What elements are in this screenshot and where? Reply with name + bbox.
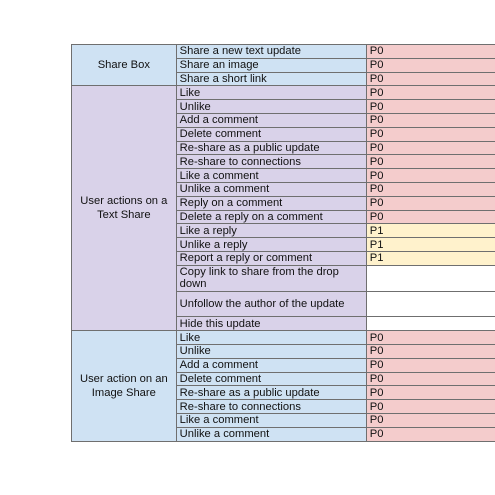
priority-cell: P0 — [366, 427, 495, 441]
action-cell: Unlike a comment — [176, 182, 366, 196]
priority-cell: P0 — [366, 372, 495, 386]
priority-cell: P0 — [366, 127, 495, 141]
action-cell: Like — [176, 86, 366, 100]
priority-cell: P1 — [366, 238, 495, 252]
table-row — [72, 45, 495, 59]
action-cell: Add a comment — [176, 113, 366, 127]
table-row — [72, 331, 495, 345]
priority-cell — [366, 317, 495, 331]
priority-cell — [366, 265, 495, 291]
action-cell: Hide this update — [176, 317, 366, 331]
action-cell: Delete comment — [176, 127, 366, 141]
priority-cell: P0 — [366, 100, 495, 114]
priority-cell: P0 — [366, 45, 495, 59]
priority-cell: P0 — [366, 386, 495, 400]
priority-cell: P0 — [366, 182, 495, 196]
group-name-cell: User action on an Image Share — [72, 331, 177, 441]
action-cell: Share a new text update — [176, 45, 366, 59]
group-name-cell: User actions on a Text Share — [72, 86, 177, 331]
priority-cell: P0 — [366, 86, 495, 100]
priority-cell: P0 — [366, 358, 495, 372]
action-cell: Copy link to share from the drop down — [176, 265, 366, 291]
feature-priority-table — [71, 44, 495, 442]
priority-cell: P0 — [366, 72, 495, 86]
priority-cell: P0 — [366, 210, 495, 224]
action-cell: Unlike — [176, 100, 366, 114]
priority-cell: P1 — [366, 251, 495, 265]
action-cell: Unlike — [176, 344, 366, 358]
action-cell: Delete comment — [176, 372, 366, 386]
action-cell: Like a comment — [176, 169, 366, 183]
priority-cell: P0 — [366, 400, 495, 414]
priority-cell: P0 — [366, 344, 495, 358]
action-cell: Unlike a reply — [176, 238, 366, 252]
group-name-cell: Share Box — [72, 45, 177, 86]
priority-cell: P0 — [366, 155, 495, 169]
action-cell: Unlike a comment — [176, 427, 366, 441]
action-cell: Re-share as a public update — [176, 386, 366, 400]
action-cell: Add a comment — [176, 358, 366, 372]
action-cell: Share a short link — [176, 72, 366, 86]
priority-cell: P0 — [366, 141, 495, 155]
priority-cell: P0 — [366, 196, 495, 210]
action-cell: Like a reply — [176, 224, 366, 238]
action-cell: Report a reply or comment — [176, 251, 366, 265]
action-cell: Like — [176, 331, 366, 345]
priority-cell: P1 — [366, 224, 495, 238]
priority-cell: P0 — [366, 413, 495, 427]
table-row — [72, 86, 495, 100]
action-cell: Re-share to connections — [176, 155, 366, 169]
action-cell: Re-share to connections — [176, 400, 366, 414]
priority-cell: P0 — [366, 169, 495, 183]
priority-cell: P0 — [366, 331, 495, 345]
feature-priority-table-body — [72, 45, 495, 442]
action-cell: Re-share as a public update — [176, 141, 366, 155]
priority-cell: P0 — [366, 58, 495, 72]
action-cell: Share an image — [176, 58, 366, 72]
priority-cell: P0 — [366, 113, 495, 127]
action-cell: Like a comment — [176, 413, 366, 427]
action-cell: Reply on a comment — [176, 196, 366, 210]
priority-cell — [366, 291, 495, 317]
action-cell: Delete a reply on a comment — [176, 210, 366, 224]
action-cell: Unfollow the author of the update — [176, 291, 366, 317]
